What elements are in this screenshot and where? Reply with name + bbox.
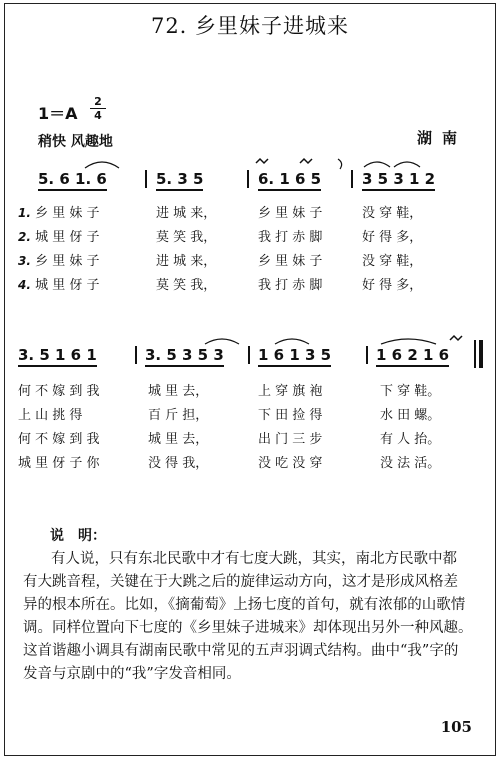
meter-bottom: 4 xyxy=(94,109,102,122)
tempo-marking: 稍快 风趣地 xyxy=(38,134,113,150)
measure: 3 5 3 1 2 xyxy=(362,170,435,191)
key-signature: 1＝A xyxy=(38,104,78,123)
barline xyxy=(247,170,249,188)
notes-heading: 说 明： xyxy=(50,528,106,544)
measure: 5. 6 1. 6 xyxy=(38,170,107,191)
notes-line: 有人说，只有东北民歌中才有七度大跳，其实，南北方民歌中都 xyxy=(51,551,457,567)
slur xyxy=(361,157,427,169)
barline xyxy=(135,346,137,364)
notes-line: 异的根本所在。比如，《摘葡萄》上扬七度的首句，就有浓郁的山歌情 xyxy=(23,597,466,613)
barline xyxy=(351,170,353,188)
barline xyxy=(248,346,250,364)
region-label: 湖南 xyxy=(417,129,468,147)
barline xyxy=(145,170,147,188)
slur xyxy=(202,334,242,346)
slur xyxy=(82,158,122,170)
slur xyxy=(272,334,312,346)
measure: 1 6 2 1 6 xyxy=(376,346,449,367)
notes-line: 发音与京剧中的“我”字发音相同。 xyxy=(23,666,241,682)
notes-line: 有大跳音程，关键在于大跳之后的旋律运动方向，这才是形成风格差 xyxy=(23,574,458,590)
meter-top: 2 xyxy=(94,95,102,108)
barline xyxy=(366,346,368,364)
final-barline-thin xyxy=(474,340,476,368)
slur xyxy=(378,334,468,346)
notes-line: 调。同样位置向下七度的《乡里妹子进城来》却体现出另外一种风趣。 xyxy=(23,620,473,636)
measure: 5. 3 5 xyxy=(156,170,203,191)
ornament-marks xyxy=(254,156,346,170)
time-signature xyxy=(90,96,106,121)
notes-line: 这首谐趣小调具有湖南民歌中常见的五声羽调式结构。曲中“我”字的 xyxy=(23,643,459,659)
page-number: 105 xyxy=(440,718,472,736)
measure: 6. 1 6 5 xyxy=(258,170,321,191)
measure: 3. 5 3 5 3 xyxy=(145,346,224,367)
final-barline-thick xyxy=(479,340,483,368)
measure: 1 6 1 3 5 xyxy=(258,346,331,367)
measure: 3. 5 1 6 1 xyxy=(18,346,97,367)
song-title: 72. 乡里妹子进城来 xyxy=(150,14,350,38)
